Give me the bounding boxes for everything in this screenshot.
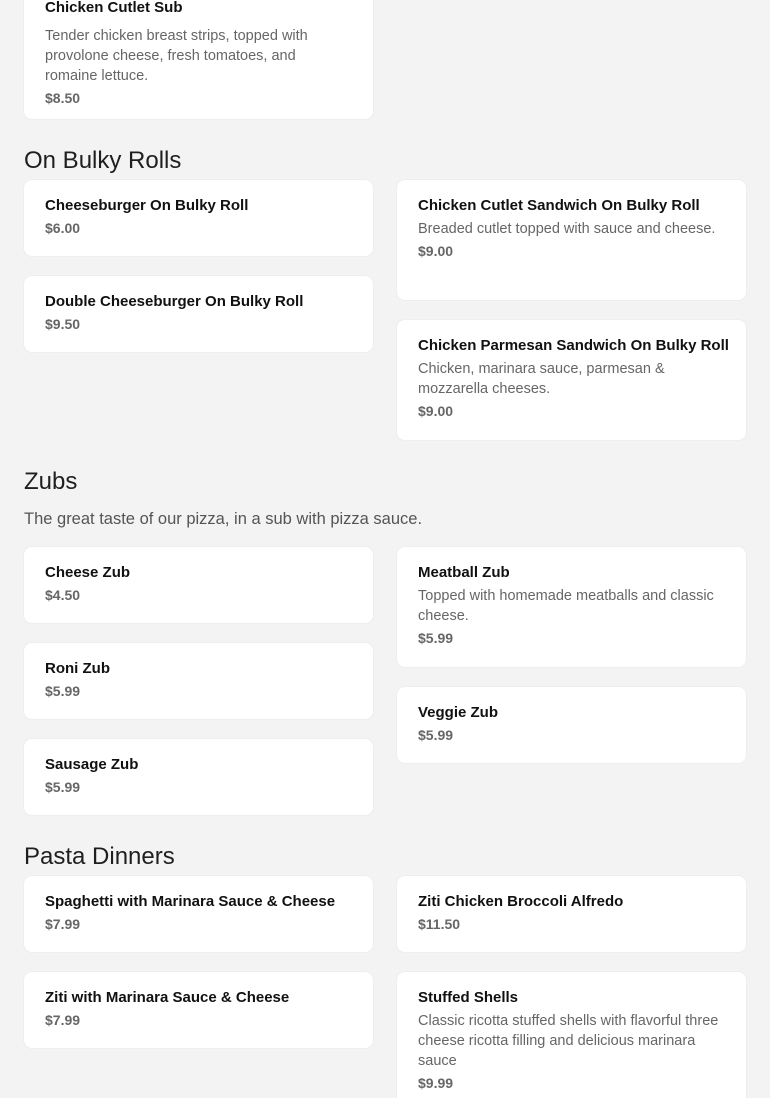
- item-name: Veggie Zub: [418, 704, 499, 721]
- item-price: $8.50: [45, 90, 81, 106]
- item-name: Spaghetti with Marinara Sauce & Cheese: [45, 893, 336, 910]
- item-name: Cheese Zub: [45, 564, 131, 581]
- menu-item-card[interactable]: [397, 687, 746, 763]
- menu-item-card[interactable]: [24, 0, 373, 119]
- item-price: $9.99: [418, 1075, 454, 1091]
- menu-item-card[interactable]: [24, 547, 373, 623]
- item-name: Sausage Zub: [45, 756, 139, 773]
- section-title-pasta-dinners: Pasta Dinners: [24, 843, 175, 870]
- item-description: Tender chicken breast strips, topped with provolone cheese, fresh tomatoes, and romaine lettuce.: [45, 28, 308, 84]
- item-price: $5.99: [418, 727, 454, 743]
- item-price: $9.00: [418, 403, 454, 419]
- item-name: Double Cheeseburger On Bulky Roll: [45, 293, 304, 310]
- item-description: Topped with homemade meatballs and classic cheese.: [418, 588, 714, 624]
- item-price: $7.99: [45, 1012, 81, 1028]
- item-name: Ziti Chicken Broccoli Alfredo: [418, 893, 624, 910]
- item-price: $4.50: [45, 587, 81, 603]
- menu-item-card[interactable]: [24, 972, 373, 1048]
- item-name: Meatball Zub: [418, 564, 510, 581]
- menu-item-card[interactable]: [397, 320, 746, 440]
- item-name: Chicken Cutlet Sub: [45, 0, 183, 16]
- item-description: Classic ricotta stuffed shells with flavorful three cheese ricotta filling and delicious marinara sauce: [418, 1013, 719, 1069]
- item-price: $11.50: [418, 916, 461, 932]
- menu-item-card[interactable]: [24, 180, 373, 256]
- item-price: $5.99: [418, 630, 454, 646]
- item-name: Cheeseburger On Bulky Roll: [45, 197, 249, 214]
- item-price: $7.99: [45, 916, 81, 932]
- item-name: Roni Zub: [45, 660, 110, 677]
- item-price: $5.99: [45, 683, 81, 699]
- item-description: Breaded cutlet topped with sauce and cheese.: [418, 221, 716, 237]
- item-name: Chicken Parmesan Sandwich On Bulky Roll: [418, 337, 729, 354]
- menu-page: [24, 0, 746, 1098]
- item-name: Ziti with Marinara Sauce & Cheese: [45, 989, 290, 1006]
- section-description: The great taste of our pizza, in a sub with pizza sauce.: [24, 510, 423, 528]
- item-price: $9.00: [418, 243, 454, 259]
- item-name: Chicken Cutlet Sandwich On Bulky Roll: [418, 197, 700, 214]
- item-price: $6.00: [45, 220, 81, 236]
- menu-item-card[interactable]: [24, 643, 373, 719]
- menu-item-card[interactable]: [397, 876, 746, 952]
- menu-item-card[interactable]: [24, 276, 373, 352]
- menu-item-card[interactable]: [397, 972, 746, 1098]
- item-name: Stuffed Shells: [418, 989, 519, 1006]
- section-title-zubs: Zubs: [24, 468, 78, 495]
- item-description: Chicken, marinara sauce, parmesan & mozzarella cheeses.: [418, 361, 665, 397]
- section-title-bulky-rolls: On Bulky Rolls: [24, 147, 182, 174]
- item-price: $5.99: [45, 779, 81, 795]
- menu-item-card[interactable]: [397, 180, 746, 300]
- menu-item-card[interactable]: [397, 547, 746, 667]
- menu-item-card[interactable]: [24, 876, 373, 952]
- menu-item-card[interactable]: [24, 739, 373, 815]
- item-price: $9.50: [45, 316, 81, 332]
